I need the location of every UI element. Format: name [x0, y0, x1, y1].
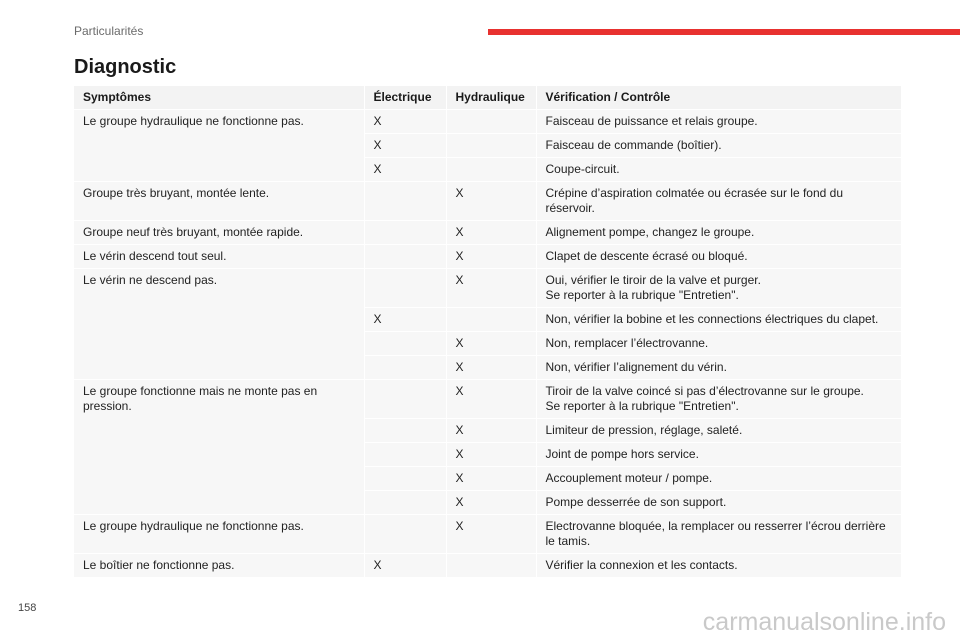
symptom-cell: Le vérin descend tout seul. [74, 245, 364, 269]
table-row [74, 221, 901, 245]
hydraulique-cell [446, 308, 536, 332]
page-number: 158 [18, 602, 37, 614]
table-row [74, 554, 901, 578]
symptom-cell: Groupe neuf très bruyant, montée rapide. [74, 221, 364, 245]
table-row [74, 110, 901, 134]
electrique-cell: X [364, 158, 446, 182]
electrique-cell [364, 515, 446, 554]
electrique-cell: X [364, 308, 446, 332]
electrique-cell [364, 491, 446, 515]
symptom-cell: Le groupe fonctionne mais ne monte pas en pression. [74, 380, 364, 515]
verification-cell: Faisceau de puissance et relais groupe. [536, 110, 901, 134]
electrique-cell [364, 221, 446, 245]
column-header-electrique: Électrique [364, 86, 446, 110]
verification-cell: Accouplement moteur / pompe. [536, 467, 901, 491]
hydraulique-cell: X [446, 182, 536, 221]
symptom-cell: Le vérin ne descend pas. [74, 269, 364, 380]
electrique-cell [364, 467, 446, 491]
hydraulique-cell [446, 110, 536, 134]
hydraulique-cell: X [446, 467, 536, 491]
table-row [74, 182, 901, 221]
table-header-row [74, 86, 901, 110]
hydraulique-cell: X [446, 332, 536, 356]
symptom-cell: Le boîtier ne fonctionne pas. [74, 554, 364, 578]
symptom-cell: Le groupe hydraulique ne fonctionne pas. [74, 515, 364, 554]
verification-cell: Coupe-circuit. [536, 158, 901, 182]
hydraulique-cell: X [446, 491, 536, 515]
electrique-cell: X [364, 110, 446, 134]
electrique-cell [364, 419, 446, 443]
verification-cell: Clapet de descente écrasé ou bloqué. [536, 245, 901, 269]
electrique-cell: X [364, 554, 446, 578]
verification-cell: Non, remplacer l’électrovanne. [536, 332, 901, 356]
watermark: carmanualsonline.info [702, 608, 946, 636]
symptom-cell: Groupe très bruyant, montée lente. [74, 182, 364, 221]
hydraulique-cell: X [446, 356, 536, 380]
hydraulique-cell [446, 554, 536, 578]
diagnostic-table [74, 86, 902, 578]
table-row [74, 269, 901, 308]
hydraulique-cell [446, 134, 536, 158]
hydraulique-cell: X [446, 443, 536, 467]
hydraulique-cell: X [446, 380, 536, 419]
electrique-cell [364, 269, 446, 308]
verification-cell: Alignement pompe, changez le groupe. [536, 221, 901, 245]
table-row [74, 515, 901, 554]
verification-cell: Tiroir de la valve coincé si pas d’électrovanne sur le groupe. Se reporter à la rubrique "Entretien". [536, 380, 901, 419]
section-header: Particularités [74, 24, 144, 38]
table-row [74, 380, 901, 419]
verification-cell: Non, vérifier la bobine et les connections électriques du clapet. [536, 308, 901, 332]
verification-cell: Oui, vérifier le tiroir de la valve et purger. Se reporter à la rubrique "Entretien". [536, 269, 901, 308]
hydraulique-cell: X [446, 269, 536, 308]
electrique-cell [364, 443, 446, 467]
accent-bar [488, 29, 960, 35]
verification-cell: Limiteur de pression, réglage, saleté. [536, 419, 901, 443]
verification-cell: Faisceau de commande (boîtier). [536, 134, 901, 158]
column-header-verification: Vérification / Contrôle [536, 86, 901, 110]
electrique-cell [364, 245, 446, 269]
electrique-cell [364, 182, 446, 221]
column-header-hydraulique: Hydraulique [446, 86, 536, 110]
verification-cell: Vérifier la connexion et les contacts. [536, 554, 901, 578]
verification-cell: Joint de pompe hors service. [536, 443, 901, 467]
electrique-cell: X [364, 134, 446, 158]
hydraulique-cell [446, 158, 536, 182]
table-row [74, 245, 901, 269]
electrique-cell [364, 380, 446, 419]
hydraulique-cell: X [446, 221, 536, 245]
symptom-cell: Le groupe hydraulique ne fonctionne pas. [74, 110, 364, 182]
hydraulique-cell: X [446, 515, 536, 554]
electrique-cell [364, 332, 446, 356]
page-title: Diagnostic [74, 56, 177, 78]
electrique-cell [364, 356, 446, 380]
verification-cell: Pompe desserrée de son support. [536, 491, 901, 515]
verification-cell: Electrovanne bloquée, la remplacer ou resserrer l’écrou derrière le tamis. [536, 515, 901, 554]
table-body [74, 110, 901, 578]
hydraulique-cell: X [446, 245, 536, 269]
hydraulique-cell: X [446, 419, 536, 443]
verification-cell: Non, vérifier l’alignement du vérin. [536, 356, 901, 380]
column-header-symptomes: Symptômes [74, 86, 364, 110]
verification-cell: Crépine d’aspiration colmatée ou écrasée sur le fond du réservoir. [536, 182, 901, 221]
